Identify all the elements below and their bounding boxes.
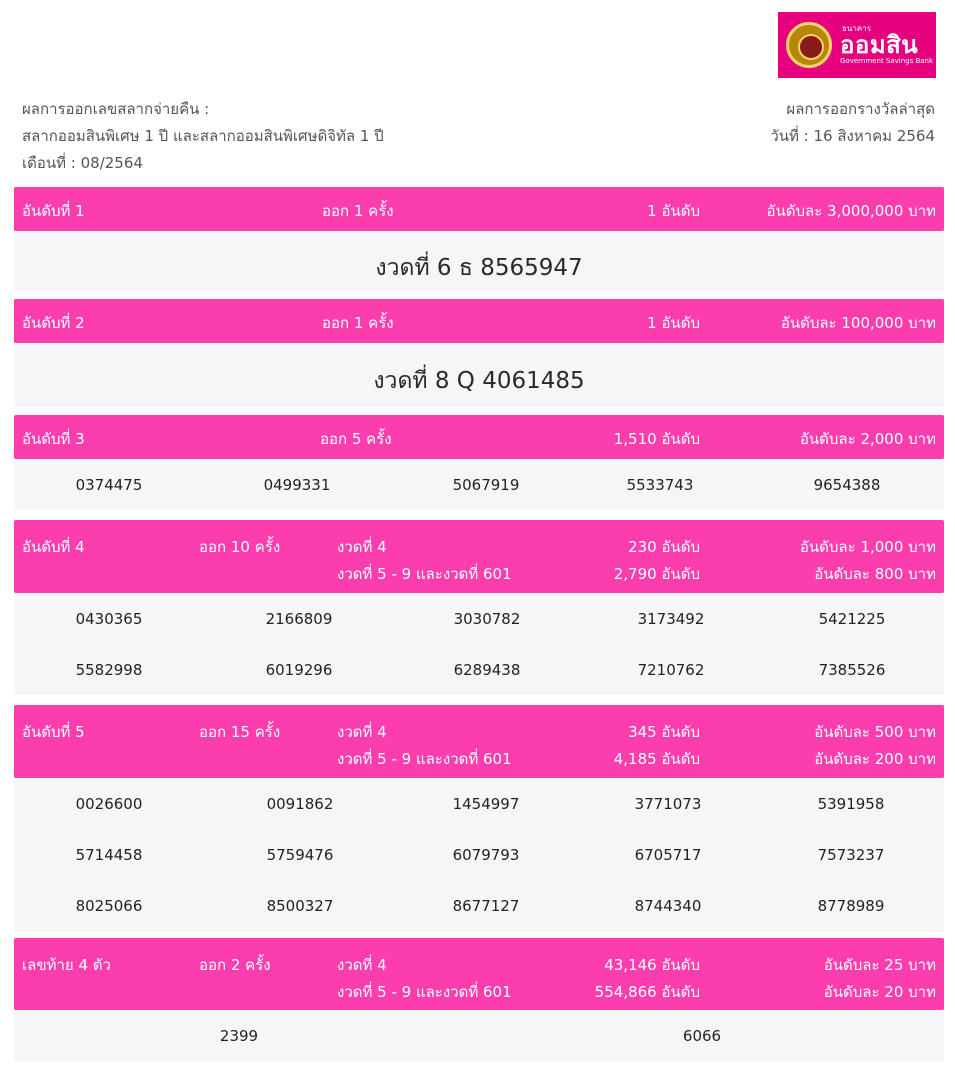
logo-en-text: Government Savings Bank [840, 57, 934, 65]
last4-period1: งวดที่ 4 [337, 956, 387, 974]
prize5-period1: งวดที่ 4 [337, 723, 387, 741]
prize4-count2: 2,790 อันดับ [613, 565, 700, 583]
last4-amount1: อันดับละ 25 บาท [823, 956, 936, 974]
gsb-logo [778, 12, 936, 78]
prize5-rank: อันดับที่ 5 [22, 723, 85, 741]
prize2-header [14, 299, 944, 343]
prize4-number: 5582998 [75, 661, 143, 679]
prize5-amount2: อันดับละ 200 บาท [814, 750, 936, 768]
prize4-amount1: อันดับละ 1,000 บาท [799, 538, 936, 556]
prize4-number: 3173492 [637, 610, 705, 628]
prize1-amount: อันดับละ 3,000,000 บาท [766, 202, 936, 220]
prize4-header [14, 520, 944, 593]
prize1-draws: ออก 1 ครั้ง [322, 202, 394, 220]
prize3-amount: อันดับละ 2,000 บาท [799, 430, 936, 448]
prize2-rank: อันดับที่ 2 [22, 314, 85, 332]
prize5-number: 7573237 [817, 846, 885, 864]
prize5-period2: งวดที่ 5 - 9 และงวดที่ 601 [337, 750, 512, 768]
prize3-numbers [14, 459, 944, 510]
prize5-number: 8500327 [266, 897, 334, 915]
last4-number: 2399 [219, 1027, 259, 1045]
prize5-number: 3771073 [634, 795, 702, 813]
prize5-number: 0026600 [75, 795, 143, 813]
prize2-draws: ออก 1 ครั้ง [322, 314, 394, 332]
prize4-period2: งวดที่ 5 - 9 และงวดที่ 601 [337, 565, 512, 583]
latest-result-title: ผลการออกรางวัลล่าสุด [786, 100, 935, 118]
last4-draws: ออก 2 ครั้ง [199, 956, 271, 974]
prize4-number: 0430365 [75, 610, 143, 628]
prize5-number: 6705717 [634, 846, 702, 864]
prize5-number: 5391958 [817, 795, 885, 813]
prize5-number: 8025066 [75, 897, 143, 915]
prize2-result [14, 343, 944, 407]
prize1-rank: อันดับที่ 1 [22, 202, 85, 220]
prize2-number: งวดที่ 8 Q 4061485 [373, 368, 585, 394]
lottery-info [22, 96, 384, 177]
info-lottery-type: สลากออมสินพิเศษ 1 ปี และสลากออมสินพิเศษดิจิทัล 1 ปี [22, 127, 384, 145]
prize5-header [14, 705, 944, 778]
prize4-number: 5421225 [818, 610, 886, 628]
prize5-count1: 345 อันดับ [628, 723, 700, 741]
prize3-number: 5067919 [452, 476, 520, 494]
prize5-numbers [14, 778, 944, 932]
prize3-rank: อันดับที่ 3 [22, 430, 85, 448]
prize1-result [14, 231, 944, 291]
prize4-number: 2166809 [265, 610, 333, 628]
info-title: ผลการออกเลขสลากจ่ายคืน : [22, 100, 210, 118]
prize2-amount: อันดับละ 100,000 บาท [780, 314, 936, 332]
logo-small-text: ธนาคาร [842, 24, 871, 33]
prize3-draws: ออก 5 ครั้ง [320, 430, 392, 448]
prize3-number: 0499331 [263, 476, 331, 494]
prize3-header [14, 415, 944, 459]
prize1-number: งวดที่ 6 ธ 8565947 [375, 255, 583, 281]
last4-header [14, 938, 944, 1010]
prize4-number: 7385526 [818, 661, 886, 679]
last4-amount2: อันดับละ 20 บาท [823, 983, 936, 1001]
prize5-number: 1454997 [452, 795, 520, 813]
last4-count2: 554,866 อันดับ [594, 983, 700, 1001]
prize4-number: 7210762 [637, 661, 705, 679]
prize3-count: 1,510 อันดับ [613, 430, 700, 448]
prize5-number: 8778989 [817, 897, 885, 915]
prize4-number: 3030782 [453, 610, 521, 628]
prize5-number: 6079793 [452, 846, 520, 864]
prize1-header [14, 187, 944, 231]
prize3-number: 0374475 [75, 476, 143, 494]
prize2-count: 1 อันดับ [647, 314, 700, 332]
prize3-number: 5533743 [626, 476, 694, 494]
last4-rank: เลขท้าย 4 ตัว [22, 956, 111, 974]
prize5-draws: ออก 15 ครั้ง [199, 723, 281, 741]
prize5-number: 5759476 [266, 846, 334, 864]
prize5-number: 8744340 [634, 897, 702, 915]
prize5-number: 0091862 [266, 795, 334, 813]
prize5-count2: 4,185 อันดับ [613, 750, 700, 768]
latest-result-info [770, 96, 935, 150]
last4-numbers [14, 1010, 944, 1061]
prize5-number: 5714458 [75, 846, 143, 864]
prize4-number: 6289438 [453, 661, 521, 679]
prize1-count: 1 อันดับ [647, 202, 700, 220]
last4-number: 6066 [682, 1027, 722, 1045]
bank-seal-icon [786, 22, 832, 68]
prize5-amount1: อันดับละ 500 บาท [814, 723, 936, 741]
latest-result-date: วันที่ : 16 สิงหาคม 2564 [770, 127, 935, 145]
prize4-count1: 230 อันดับ [628, 538, 700, 556]
prize4-period1: งวดที่ 4 [337, 538, 387, 556]
prize4-number: 6019296 [265, 661, 333, 679]
prize3-number: 9654388 [813, 476, 881, 494]
prize4-rank: อันดับที่ 4 [22, 538, 85, 556]
logo-main-text: ออมสิน [840, 31, 919, 59]
prize5-number: 8677127 [452, 897, 520, 915]
prize4-numbers [14, 593, 944, 695]
prize4-amount2: อันดับละ 800 บาท [814, 565, 936, 583]
info-month: เดือนที่ : 08/2564 [22, 154, 143, 172]
prize4-draws: ออก 10 ครั้ง [199, 538, 281, 556]
last4-count1: 43,146 อันดับ [604, 956, 700, 974]
last4-period2: งวดที่ 5 - 9 และงวดที่ 601 [337, 983, 512, 1001]
